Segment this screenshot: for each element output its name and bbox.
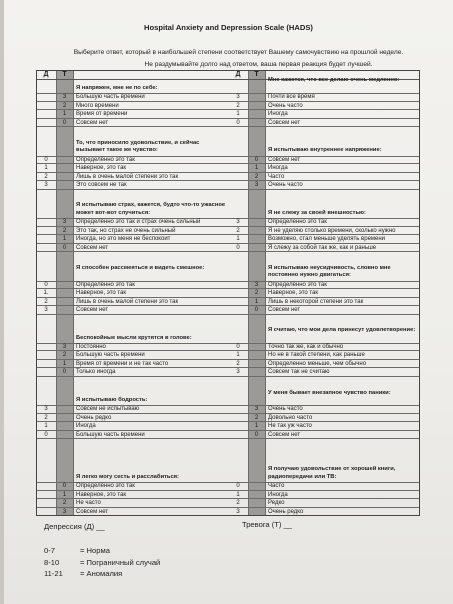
score-depression: 0 <box>236 244 240 251</box>
answer-text: Совсем нет <box>268 431 301 438</box>
score-depression: 0 <box>236 119 240 126</box>
score-depression: 2 <box>236 227 240 234</box>
question-text: Я не слежу за своей внешностью: <box>268 209 366 216</box>
question-text: У меня бывает внезапное чувство паники: <box>268 389 391 396</box>
question-text: Мне кажется, что все делаю очень медленно: <box>268 77 400 84</box>
answer-text: Время от времени и не так часто <box>76 360 169 367</box>
answer-text: Определённо это так <box>76 156 135 163</box>
answer-text: Совсем не испытываю <box>76 406 140 413</box>
answer-text: Это совсем не так <box>76 182 127 189</box>
score-anxiety: 2 <box>62 102 67 109</box>
answer-text: Совсем нет <box>268 307 301 313</box>
answer-text: Совсем нет <box>268 119 301 126</box>
score-anxiety: 2 <box>62 500 67 506</box>
answer-text: Совсем нет <box>76 508 109 515</box>
score-depression: 0 <box>236 343 240 350</box>
score-depression: 3 <box>236 508 240 515</box>
question-text: Я считаю, что мои дела принесут удовлетворение: <box>268 327 416 334</box>
answer-text: Лишь в очень малой степени это так <box>76 173 179 180</box>
header-anxiety: Т <box>254 71 259 78</box>
answer-text: Не часто <box>76 500 101 506</box>
scale-label: = Аномалия <box>80 569 123 578</box>
answer-text: Наверное, это так <box>76 165 127 172</box>
answer-text: Точно так же, как и обычно <box>268 343 344 350</box>
scale-label: = Норма <box>80 546 110 555</box>
score-anxiety: 1 <box>62 360 67 367</box>
question-text: Я испытываю бодрость: <box>76 396 148 403</box>
score-anxiety: 1 <box>62 491 67 498</box>
table-frame <box>36 70 420 516</box>
score-anxiety: 1 <box>254 165 259 172</box>
score-depression: 0 <box>236 483 240 489</box>
score-anxiety: 0 <box>62 244 67 251</box>
score-depression: 2 <box>44 298 48 305</box>
answer-text: Совсем так не считаю <box>268 369 330 376</box>
score-depression: 0 <box>44 281 48 288</box>
score-anxiety: 1 <box>254 298 259 305</box>
answer-text: Не так уж часто <box>268 423 312 430</box>
score-depression: 2 <box>44 173 48 180</box>
question-text: Беспокойные мысли крутятся в голове: <box>76 334 192 341</box>
header-depression: Д <box>43 71 49 78</box>
score-anxiety: 2 <box>254 290 259 296</box>
score-anxiety: 3 <box>62 94 67 101</box>
score-anxiety: 0 <box>254 307 259 313</box>
score-anxiety: 2 <box>254 173 259 180</box>
answer-text: Определенно меньше, чем обычно <box>268 360 367 367</box>
answer-text: Время от времени <box>76 111 128 118</box>
answer-text: Совсем нет <box>268 156 301 163</box>
score-anxiety: 1 <box>62 236 67 243</box>
score-anxiety: 3 <box>62 343 67 350</box>
score-anxiety: 1 <box>62 111 67 118</box>
score-anxiety: 3 <box>254 281 259 288</box>
score-depression: 2 <box>44 414 48 421</box>
answer-text: Очень часто <box>268 406 303 413</box>
instruction-line-1: Выберите ответ, который в наибольшей степени соответствует Вашему самочувствию на прошлой неделе. <box>73 49 404 56</box>
answer-text: Иногда, но это меня не беспокоит <box>76 236 171 243</box>
answer-text: Очень часто <box>268 182 303 189</box>
anxiety-score-label: Тревога (Т) __ <box>242 520 293 529</box>
score-depression: 3 <box>236 94 240 101</box>
depression-score-label: Депрессия (Д) __ <box>44 522 105 531</box>
answer-text: Наверное, это так <box>76 290 127 296</box>
answer-text: Часто <box>268 483 285 489</box>
answer-text: Иногда <box>268 165 288 172</box>
score-anxiety: 0 <box>62 369 67 376</box>
answer-text: Определённо это так и страх очень сильный <box>76 219 201 226</box>
score-anxiety: 2 <box>62 227 67 234</box>
scale-range: 8-10 <box>44 557 60 567</box>
answer-text: Я слежу за собой так же, как и раньше <box>268 244 377 251</box>
score-anxiety: 0 <box>62 119 67 126</box>
score-depression: 2 <box>236 500 240 506</box>
answer-text: Очень редко <box>76 414 112 421</box>
score-anxiety: 2 <box>62 352 67 359</box>
answer-text: Я не уделяю столько времени, сколько нужно <box>268 227 396 234</box>
header-depression: Д <box>235 71 241 78</box>
score-depression: 2 <box>236 360 240 367</box>
question-text: То, что приносило удовольствие, и сейчас вызывает такое же чувство: <box>76 139 200 154</box>
answer-text: Иногда <box>268 491 288 498</box>
answer-text: Очень редко <box>268 508 304 515</box>
answer-text: Почти все время <box>268 94 315 101</box>
score-depression: 2 <box>236 102 240 109</box>
answer-text: Наверное, это так <box>76 491 127 498</box>
answer-text: Лишь в некоторой степени это так <box>268 298 364 305</box>
score-depression: 1. <box>43 290 49 296</box>
answer-text: Наверное, это так <box>268 290 319 296</box>
score-anxiety: 0 <box>254 431 259 438</box>
answer-text: Лишь в очень малой степени это так <box>76 298 179 305</box>
score-anxiety: 0 <box>254 156 259 163</box>
answer-text: Иногда <box>268 111 288 118</box>
score-depression: 3 <box>44 406 48 413</box>
question-text: Я способен рассмеяться и видеть смешное: <box>76 264 205 271</box>
score-anxiety: 3 <box>254 182 259 189</box>
scale-range: 0-7 <box>44 546 55 555</box>
answer-text: Совсем нет <box>76 307 109 313</box>
score-depression: 0 <box>44 431 48 438</box>
score-anxiety: 3 <box>62 508 67 515</box>
question-text: Я напряжен, мне не по себе: <box>76 84 158 91</box>
scale-label: = Пограничный случай <box>80 557 161 567</box>
score-depression: 1 <box>236 111 240 118</box>
score-depression: 1 <box>44 423 48 430</box>
answer-text: Часто <box>268 173 285 180</box>
question-text: Я испытываю неусидчивость, словно мне постоянно нужно двигаться: <box>268 264 391 279</box>
answer-text: Большую часть времени <box>76 431 145 438</box>
score-anxiety: 1 <box>254 423 259 430</box>
answer-text: Определённо это так <box>76 483 135 489</box>
answer-text: Большую часть времени <box>76 352 145 359</box>
question-text: Я получаю удовольствие от хорошей книги, радиопередачи или ТВ: <box>268 466 396 480</box>
score-depression: 1 <box>44 165 48 172</box>
answer-text: Совсем нет <box>76 119 109 126</box>
answer-text: Определенно это так <box>268 219 327 226</box>
score-depression: 3 <box>236 369 240 376</box>
score-anxiety: 3 <box>62 219 67 226</box>
instruction-line-2: Не раздумывайте долго над ответом, ваша первая реакция будет лучшей. <box>144 61 373 68</box>
score-depression: 3 <box>236 219 240 226</box>
scale-range: 11-21 <box>44 569 63 578</box>
answer-text: Иногда <box>76 423 96 430</box>
score-depression: 1 <box>236 491 240 498</box>
answer-text: Большую часть времени <box>76 94 145 101</box>
answer-text: Определённо это так <box>268 281 327 288</box>
score-depression: 3 <box>44 307 48 313</box>
page-title: Hospital Anxiety and Depression Scale (HADS) <box>144 23 313 32</box>
score-anxiety: 2 <box>254 414 259 421</box>
answer-text: Довольно часто <box>268 414 313 421</box>
score-depression: 1 <box>236 352 240 359</box>
answer-text: Очень часто <box>268 102 303 109</box>
header-anxiety: Т <box>62 71 67 78</box>
score-depression: 3 <box>44 182 48 189</box>
score-anxiety: 0 <box>62 483 67 489</box>
score-depression: 1 <box>236 236 240 243</box>
question-text: Я легко могу сесть и расслабиться: <box>76 473 179 480</box>
question-text: Я испытываю страх, кажется, будто что-то ужасное может вот-вот случиться: <box>76 202 226 216</box>
answer-text: Только иногда <box>76 369 116 376</box>
answer-text: Много времени <box>76 102 119 109</box>
question-text: Я испытываю внутреннее напряжение: <box>268 147 382 154</box>
answer-text: Возможно, стал меньше уделять времени <box>268 236 386 243</box>
answer-text: Но не в такой степени, как раньше <box>268 352 365 359</box>
answer-text: Совсем нет <box>76 244 109 251</box>
answer-text: Редко <box>268 500 285 506</box>
answer-text: Постоянно <box>76 343 106 350</box>
score-anxiety: 3 <box>254 406 259 413</box>
score-depression: 0 <box>44 156 48 163</box>
answer-text: Определённо это так <box>76 281 135 288</box>
answer-text: Это так, но страх не очень сильный <box>76 227 176 234</box>
